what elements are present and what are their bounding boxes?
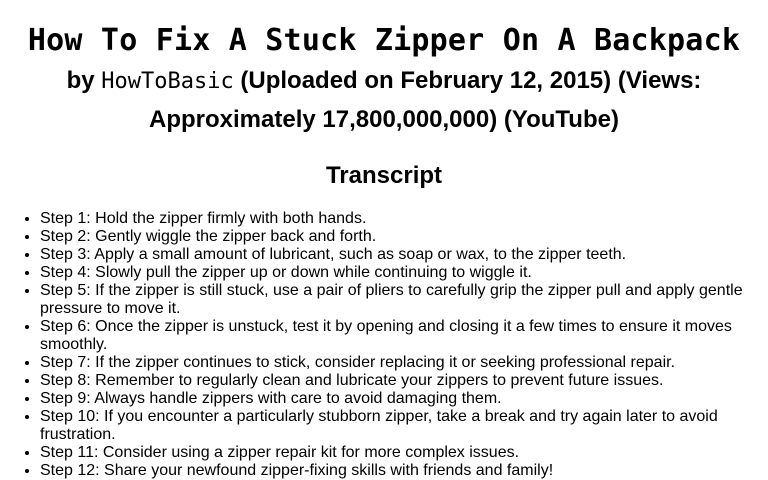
transcript-steps-list [0, 210, 768, 480]
step-item: • Step 4: Slowly pull the zipper up or down while continuing to wiggle it. [40, 264, 752, 282]
step-item: • Step 8: Remember to regularly clean and lubricate your zippers to prevent future issues. [40, 372, 752, 390]
step-item: • Step 11: Consider using a zipper repair kit for more complex issues. [40, 444, 752, 462]
by-prefix: by [66, 67, 95, 94]
step-item: • Step 9: Always handle zippers with care to avoid damaging them. [40, 390, 752, 408]
transcript-heading: Transcript [325, 162, 443, 189]
step-item: • Step 3: Apply a small amount of lubricant, such as soap or wax, to the zipper teeth. [40, 246, 752, 264]
platform-name: (YouTube) [503, 106, 619, 133]
video-title: How To Fix A Stuck Zipper On A Backpack [27, 23, 741, 58]
step-item: • Step 2: Gently wiggle the zipper back and forth. [40, 228, 752, 246]
step-item: • Step 12: Share your newfound zipper-fixing skills with friends and family! [40, 462, 752, 480]
step-item: • Step 10: If you encounter a particularly stubborn zipper, take a break and try again later to avoid frustration. [40, 408, 752, 444]
step-item: • Step 7: If the zipper continues to stick, consider replacing it or seeking professional repair. [40, 354, 752, 372]
view-count: (Views: Approximately 17,800,000,000) [149, 67, 702, 133]
step-item: • Step 5: If the zipper is still stuck, use a pair of pliers to carefully grip the zipper pull and apply gentle pressure to move it. [40, 282, 752, 318]
video-meta [8, 62, 760, 139]
step-item: • Step 6: Once the zipper is unstuck, test it by opening and closing it a few times to ensure it moves smoothly. [40, 318, 752, 354]
step-item: • Step 1: Hold the zipper firmly with both hands. [40, 210, 752, 228]
channel-name: HowToBasic [101, 69, 234, 94]
upload-date: (Uploaded on February 12, 2015) [240, 67, 612, 94]
